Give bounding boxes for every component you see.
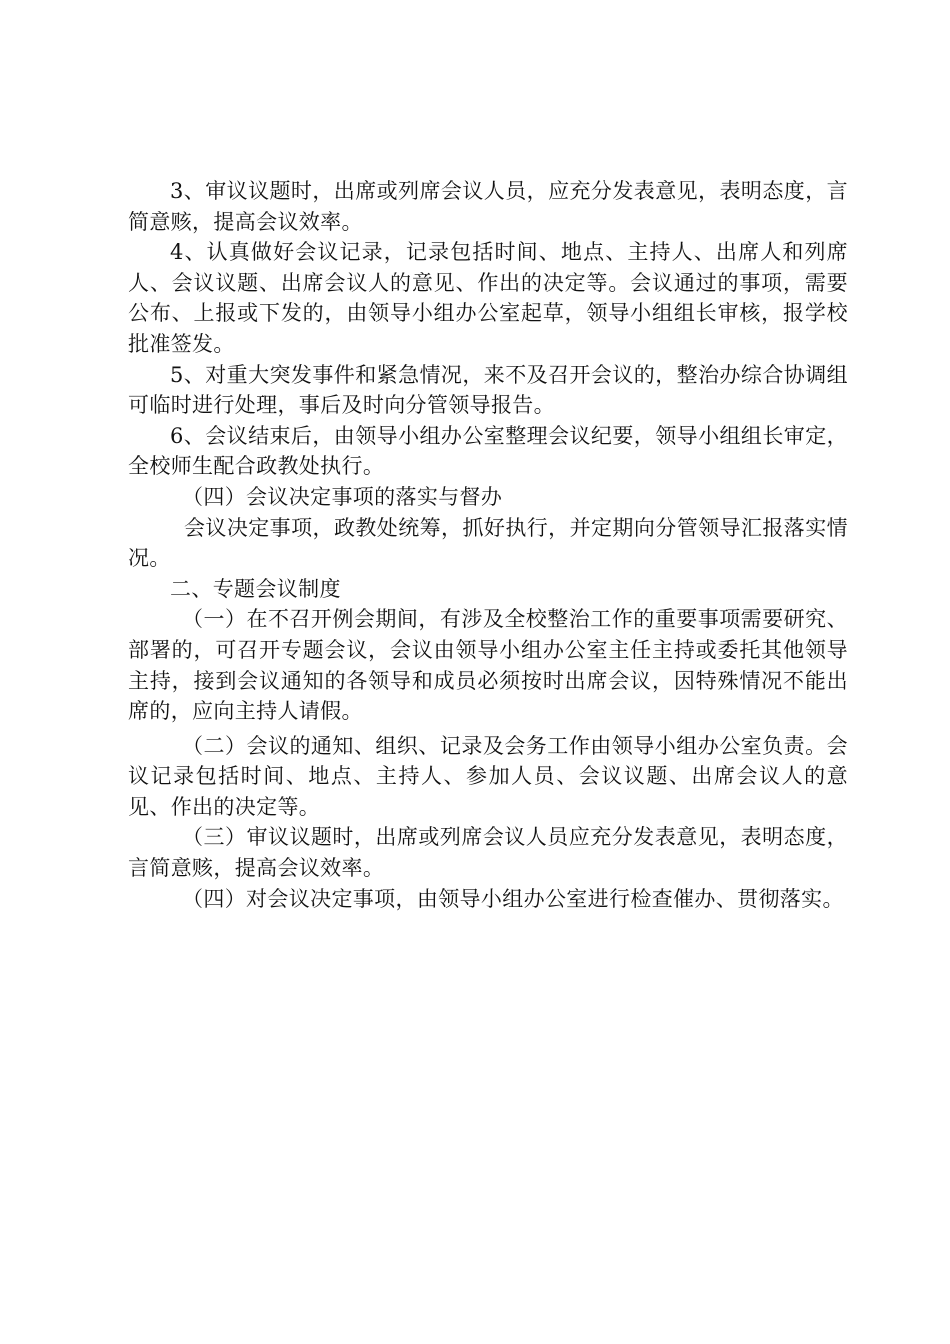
paragraph-item-3: 3、审议议题时，出席或列席会议人员，应充分发表意见，表明态度，言简意赅，提高会议效率。	[128, 179, 848, 234]
paragraph-special-1: （一）在不召开例会期间，有涉及全校整治工作的重要事项需要研究、部署的，可召开专题会议，会议由领导小组办公室主任主持或委托其他领导主持，接到会议通知的各领导和成员必须按时出席会议，因特殊情况不能出席的，应向主持人请假。	[128, 607, 848, 724]
section-heading-2: 二、专题会议制度	[170, 576, 341, 601]
paragraph-special-4: （四）对会议决定事项，由领导小组办公室进行检查催办、贯彻落实。	[182, 886, 844, 911]
paragraph-item-4: 4、认真做好会议记录，记录包括时间、地点、主持人、出席人和列席人、会议议题、出席会议人的意见、作出的决定等。会议通过的事项，需要公布、上报或下发的，由领导小组办公室起草，领导小组组长审核，报学校批准签发。	[128, 240, 848, 356]
paragraph-implementation: 会议决定事项，政教处统筹，抓好执行，并定期向分管领导汇报落实情况。	[128, 515, 848, 571]
document-body	[128, 176, 848, 914]
subsection-heading-4: （四）会议决定事项的落实与督办	[182, 484, 503, 509]
paragraph-item-5: 5、对重大突发事件和紧急情况，来不及召开会议的，整治办综合协调组可临时进行处理，事后及时向分管领导报告。	[128, 362, 848, 418]
paragraph-special-2: （二）会议的通知、组织、记录及会务工作由领导小组办公室负责。会议记录包括时间、地点、主持人、参加人员、会议议题、出席会议人的意见、作出的决定等。	[128, 733, 848, 819]
paragraph-special-3: （三）审议议题时，出席或列席会议人员应充分发表意见，表明态度，言简意赅，提高会议效率。	[128, 825, 848, 881]
paragraph-item-6: 6、会议结束后，由领导小组办公室整理会议纪要，领导小组组长审定，全校师生配合政教处执行。	[128, 423, 848, 479]
